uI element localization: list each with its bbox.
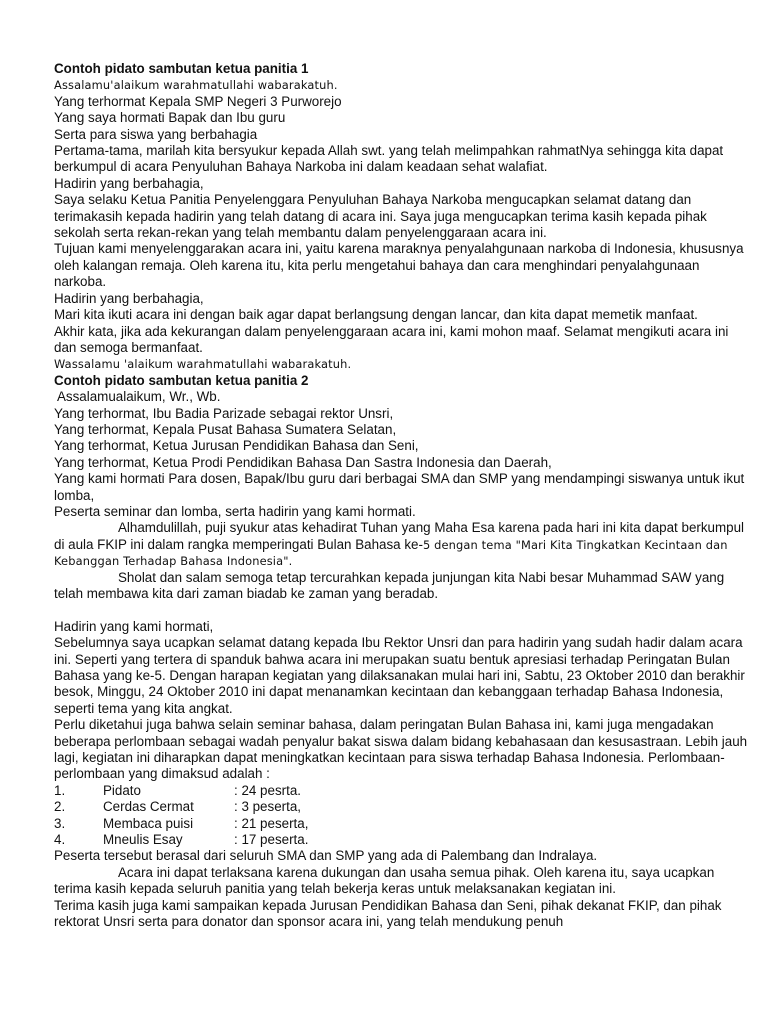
list-name: Membaca puisi: [103, 815, 194, 831]
paragraph: Acara ini dapat terlaksana karena dukungan dan usaha semua pihak. Oleh karena itu, saya ucapkan terima kasih kepada seluruh panitia yang telah bekerja keras untuk melaksanakan kegiatan ini.: [54, 864, 715, 897]
list-item: [54, 799, 754, 815]
list-number: 1.: [54, 782, 66, 798]
list-name: Cerdas Cermat: [103, 799, 194, 815]
list-number: 3.: [54, 815, 66, 831]
paragraph: Hadirin yang berbahagia,: [54, 290, 204, 306]
paragraph: Yang terhormat, Ketua Prodi Pendidikan Bahasa Dan Sastra Indonesia dan Daerah,: [54, 454, 552, 470]
paragraph: Yang kami hormati Para dosen, Bapak/Ibu guru dari berbagai SMA dan SMP yang mendampingi siswanya untuk ikut lomba,: [54, 471, 745, 503]
paragraph: Hadirin yang berbahagia,: [54, 175, 204, 191]
paragraph: Hadirin yang kami hormati,: [54, 618, 214, 634]
paragraph: Saya selaku Ketua Panitia Penyelenggara Penyuluhan Bahaya Narkoba mengucapkan selamat datang dan terimakasih kepada hadirin yang telah datang di acara ini. Saya juga mengucapkan terima kasih kepada pihak sekolah serta rekan-rekan yang telah membantu dalam penyelenggaraan acara ini.: [54, 192, 707, 241]
paragraph-text: Alhamdulillah, puji syukur atas kehadirat Tuhan yang Maha Esa karena pada hari ini kita dapat berkumpul di aula FKIP ini dalam rangka memperingati Bulan Bahasa ke-: [54, 520, 745, 552]
list-count: : 17 peserta.: [234, 832, 309, 848]
paragraph: Tujuan kami menyelenggarakan acara ini, yaitu karena maraknya penyalahgunaan narkoba di Indonesia, khususnya oleh kalangan remaja. Oleh karena itu, kita perlu mengetahui bahaya dan cara menghindari penyalahgunaan narkoba.: [54, 241, 744, 290]
paragraph: Peserta tersebut berasal dari seluruh SMA dan SMP yang ada di Palembang dan Indralaya.: [54, 848, 598, 864]
speech1-greeting: Assalamu'alaikum warahmatullahi wabarakatuh.: [54, 78, 338, 93]
list-count: : 3 peserta,: [234, 799, 301, 815]
speech2-greeting: Assalamualaikum, Wr., Wb.: [54, 389, 221, 405]
paragraph: Pertama-tama, marilah kita bersyukur kepada Allah swt. yang telah melimpahkan rahmatNya sehingga kita dapat berkumpul di acara Penyuluhan Bahaya Narkoba ini dalam keadaan sehat walafiat.: [54, 143, 724, 175]
list-item: [54, 816, 754, 832]
paragraph: Yang saya hormati Bapak dan Ibu guru: [54, 110, 286, 126]
speech2-title: Contoh pidato sambutan ketua panitia 2: [54, 372, 309, 388]
paragraph: Yang terhormat, Kepala Pusat Bahasa Sumatera Selatan,: [54, 421, 397, 437]
paragraph: Mari kita ikuti acara ini dengan baik agar dapat berlangsung dengan lancar, dan kita dapat memetik manfaat.: [54, 307, 698, 323]
list-number: 4.: [54, 832, 66, 848]
paragraph: Sholat dan salam semoga tetap tercurahkan kepada junjungan kita Nabi besar Muhammad SAW yang telah membawa kita dari zaman biadab ke zaman yang beradab.: [54, 569, 725, 601]
paragraph-text-thin: 5 dengan tema "Mari Kita Tingkatkan Kecintaan dan Kebanggan Terhadap Bahasa Indonesia".: [54, 537, 728, 569]
paragraph: Yang terhormat, Ibu Badia Parizade sebagai rektor Unsri,: [54, 405, 394, 421]
speech1-closing: Wassalamu 'alaikum warahmatullahi wabarakatuh.: [54, 357, 352, 372]
paragraph: Terima kasih juga kami sampaikan kepada Jurusan Pendidikan Bahasa dan Seni, pihak dekanat FKIP, dan pihak rektorat Unsri serta para donator dan sponsor acara ini, yang telah mendukung penuh: [54, 897, 722, 930]
paragraph: Perlu diketahui juga bahwa selain seminar bahasa, dalam peringatan Bulan Bahasa ini, kami juga mengadakan beberapa perlombaan sebagai wadah penyalur bakat siswa dalam bidang kebahasaan dan kesusastraan. Lebih jauh lagi, kegiatan ini diharapkan dapat meningkatkan kecintaan para siswa terhadap Bahasa Indonesia. Perlombaan-perlombaan yang dimaksud adalah :: [54, 717, 748, 782]
document-body: [54, 61, 754, 931]
paragraph: [54, 520, 754, 569]
list-count: : 24 pesrta.: [234, 782, 301, 798]
paragraph: Yang terhormat Kepala SMP Negeri 3 Purworejo: [54, 93, 342, 109]
paragraph: Serta para siswa yang berbahagia: [54, 126, 258, 142]
paragraph: Peserta seminar dan lomba, serta hadirin yang kami hormati.: [54, 503, 416, 519]
list-name: Pidato: [103, 782, 141, 798]
paragraph: Sebelumnya saya ucapkan selamat datang kepada Ibu Rektor Unsri dan para hadirin yang sudah hadir dalam acara ini. Seperti yang tertera di spanduk bahwa acara ini merupakan suatu bentuk apresiasi terhadap Peringatan Bulan Bahasa yang ke-5. Dengan harapan kegiatan yang dilaksanakan mulai hari ini, Sabtu, 23 Oktober 2010 dan berakhir besok, Minggu, 24 Oktober 2010 ini dapat menanamkan kecintaan dan kebanggaan terhadap Bahasa Indonesia, seperti tema yang kita angkat.: [54, 635, 745, 716]
paragraph: Yang terhormat, Ketua Jurusan Pendidikan Bahasa dan Seni,: [54, 438, 419, 454]
list-number: 2.: [54, 799, 66, 815]
list-item: [54, 783, 754, 799]
list-name: Mneulis Esay: [103, 832, 183, 848]
speech1-title: Contoh pidato sambutan ketua panitia 1: [54, 61, 309, 76]
blank-line: [54, 602, 754, 618]
paragraph: Akhir kata, jika ada kekurangan dalam penyelenggaraan acara ini, kami mohon maaf. Selamat mengikuti acara ini dan semoga bermanfaat.: [54, 323, 729, 355]
list-count: : 21 peserta,: [234, 815, 309, 831]
list-item: [54, 832, 754, 848]
